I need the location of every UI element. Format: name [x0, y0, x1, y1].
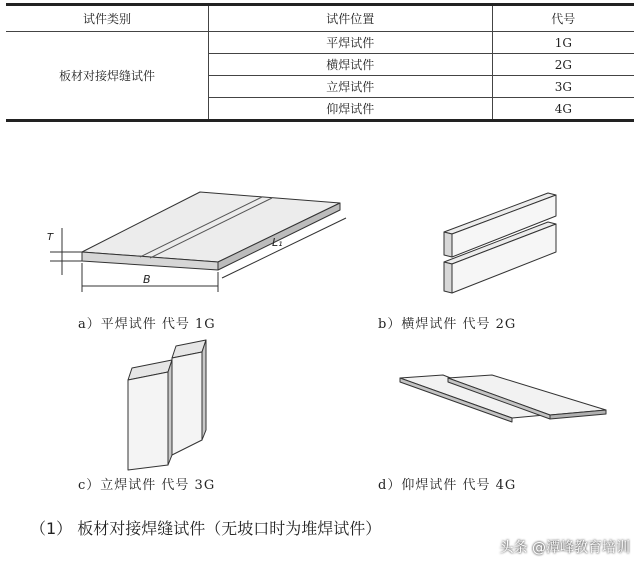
caption-b: b）横焊试件 代号 2G: [378, 317, 517, 332]
caption-c: c）立焊试件 代号 3G: [78, 478, 216, 493]
category-cell: 板材对接焊缝试件: [6, 32, 209, 121]
header-category: 试件类别: [6, 5, 209, 32]
caption-a: a）平焊试件 代号 1G: [78, 317, 216, 332]
code-cell: 4G: [492, 98, 634, 121]
position-cell: 平焊试件: [209, 32, 493, 54]
section-caption: （1） 板材对接焊缝试件（无坡口时为堆焊试件）: [30, 519, 382, 538]
code-cell: 3G: [492, 76, 634, 98]
dim-t-label: T: [47, 232, 54, 243]
position-cell: 立焊试件: [209, 76, 493, 98]
figure-d-overhead-plates: [400, 375, 606, 422]
position-cell: 仰焊试件: [209, 98, 493, 121]
dim-b-label: B: [143, 273, 151, 286]
header-position: 试件位置: [209, 5, 493, 32]
figure-c-vertical-plates: [128, 340, 206, 470]
code-cell: 1G: [492, 32, 634, 54]
position-cell: 横焊试件: [209, 54, 493, 76]
watermark: 头条 @潭峰教育培训: [499, 540, 630, 556]
header-code: 代号: [492, 5, 634, 32]
dim-l-label: L₁: [272, 236, 283, 249]
figure-a-flat-plate: [47, 192, 346, 292]
code-cell: 2G: [492, 54, 634, 76]
figure-b-horizontal-plates: [444, 193, 556, 293]
caption-d: d）仰焊试件 代号 4G: [378, 478, 517, 493]
